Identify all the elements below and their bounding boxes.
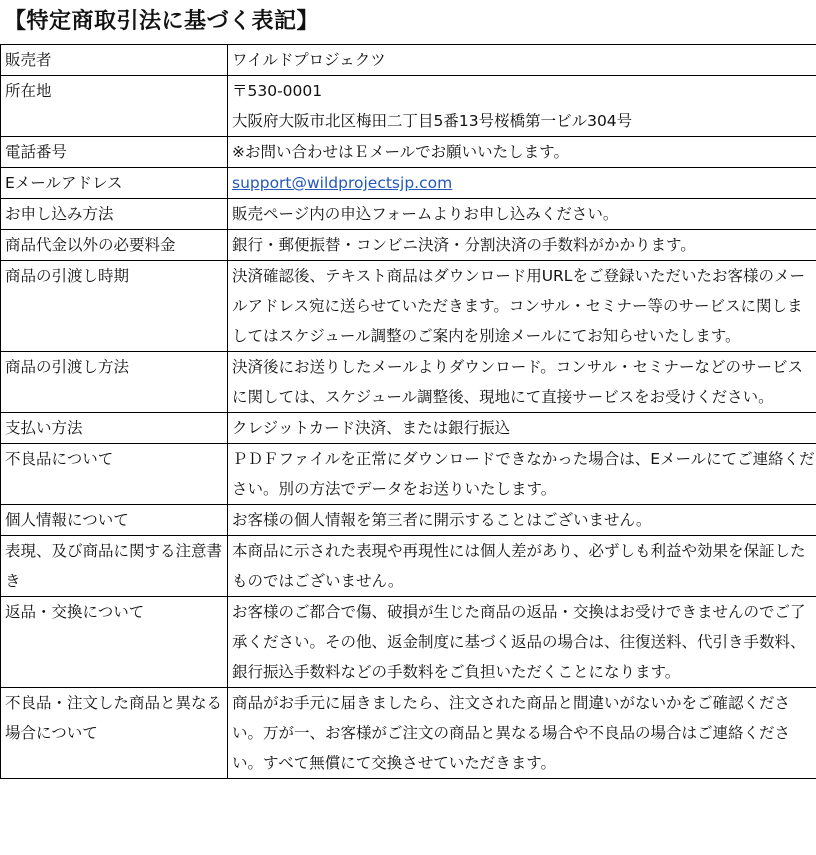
label-returns: 返品・交換について <box>1 597 228 688</box>
label-email: Eメールアドレス <box>1 168 228 199</box>
value-extra-fees: 銀行・郵便振替・コンビニ決済・分割決済の手数料がかかります。 <box>228 230 816 261</box>
street-address: 大阪府大阪市北区梅田二丁目5番13号桜橋第一ビル304号 <box>232 112 633 130</box>
label-defective-goods: 不良品について <box>1 444 228 505</box>
table-row <box>1 536 816 597</box>
value-privacy: お客様の個人情報を第三者に開示することはございません。 <box>228 505 816 536</box>
postal-code: 〒530-0001 <box>232 82 323 100</box>
label-extra-fees: 商品代金以外の必要料金 <box>1 230 228 261</box>
value-delivery-method: 決済後にお送りしたメールよりダウンロード。コンサル・セミナーなどのサービスに関しては、スケジュール調整後、現地にて直接サービスをお受けください。 <box>228 352 816 413</box>
label-privacy: 個人情報について <box>1 505 228 536</box>
label-delivery-time: 商品の引渡し時期 <box>1 261 228 352</box>
legal-notice-table <box>0 44 816 779</box>
value-payment-method: クレジットカード決済、または銀行振込 <box>228 413 816 444</box>
label-phone: 電話番号 <box>1 137 228 168</box>
table-row <box>1 597 816 688</box>
value-defective-goods: ＰＤＦファイルを正常にダウンロードできなかった場合は、Eメールにてご連絡ください。別の方法でデータをお送りいたします。 <box>228 444 816 505</box>
label-address: 所在地 <box>1 76 228 137</box>
table-row <box>1 45 816 76</box>
value-order-method: 販売ページ内の申込フォームよりお申し込みください。 <box>228 199 816 230</box>
value-seller: ワイルドプロジェクツ <box>228 45 816 76</box>
table-row <box>1 168 816 199</box>
table-row <box>1 505 816 536</box>
label-payment-method: 支払い方法 <box>1 413 228 444</box>
label-wrong-item: 不良品・注文した商品と異なる場合について <box>1 688 228 779</box>
value-wrong-item: 商品がお手元に届きましたら、注文された商品と間違いがないかをご確認ください。万が一、お客様がご注文の商品と異なる場合や不良品の場合はご連絡ください。すべて無償にて交換させていただきます。 <box>228 688 816 779</box>
email-link[interactable]: support@wildprojectsjp.com <box>232 174 453 192</box>
label-delivery-method: 商品の引渡し方法 <box>1 352 228 413</box>
table-row <box>1 199 816 230</box>
page-title: 【特定商取引法に基づく表記】 <box>4 9 320 34</box>
table-row <box>1 444 816 505</box>
value-email-cell <box>228 168 816 199</box>
label-order-method: お申し込み方法 <box>1 199 228 230</box>
value-phone: ※お問い合わせはＥメールでお願いいたします。 <box>228 137 816 168</box>
table-row <box>1 261 816 352</box>
table-row <box>1 76 816 137</box>
table-row <box>1 688 816 779</box>
table-row <box>1 352 816 413</box>
value-address <box>228 76 816 137</box>
table-row <box>1 230 816 261</box>
label-seller: 販売者 <box>1 45 228 76</box>
value-returns: お客様のご都合で傷、破損が生じた商品の返品・交換はお受けできませんのでご了承ください。その他、返金制度に基づく返品の場合は、往復送料、代引き手数料、銀行振込手数料などの手数料をご負担いただくことになります。 <box>228 597 816 688</box>
table-row <box>1 413 816 444</box>
table-row <box>1 137 816 168</box>
value-delivery-time: 決済確認後、テキスト商品はダウンロード用URLをご登録いただいたお客様のメールアドレス宛に送らせていただきます。コンサル・セミナー等のサービスに関しましてはスケジュール調整のご案内を別途メールにてお知らせいたします。 <box>228 261 816 352</box>
value-disclaimer: 本商品に示された表現や再現性には個人差があり、必ずしも利益や効果を保証したものではございません。 <box>228 536 816 597</box>
label-disclaimer: 表現、及び商品に関する注意書き <box>1 536 228 597</box>
